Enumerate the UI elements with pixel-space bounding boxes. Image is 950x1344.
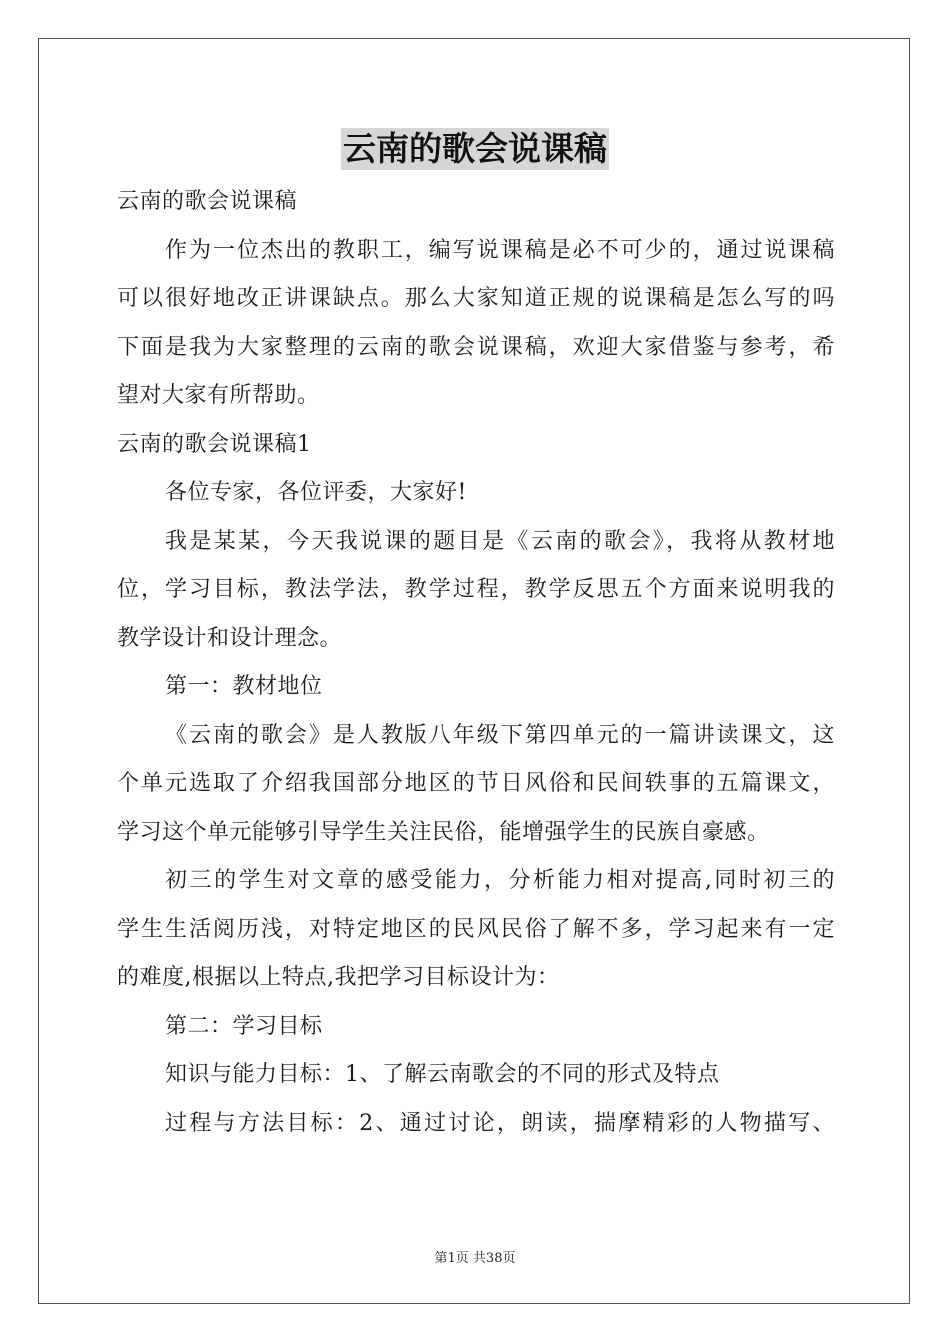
text-line: 个单元选取了介绍我国部分地区的节日风俗和民间轶事的五篇课文， — [117, 771, 835, 796]
text-line: 初三的学生对文章的感受能力，分析能力相对提高,同时初三的 — [165, 868, 835, 893]
text-line: 云南的歌会说课稿 — [117, 189, 298, 214]
page-footer: 第1页 共38页 — [434, 1251, 516, 1266]
title-container — [0, 128, 950, 170]
text-line: 可以很好地改正讲课缺点。那么大家知道正规的说课稿是怎么写的吗 — [117, 286, 835, 311]
text-line: 《云南的歌会》是人教版八年级下第四单元的一篇讲读课文，这 — [165, 722, 835, 748]
document-title: 云南的歌会说课稿 — [343, 129, 607, 168]
text-line: 望对大家有所帮助。 — [117, 383, 320, 408]
text-line: 下面是我为大家整理的云南的歌会说课稿，欢迎大家借鉴与参考，希 — [117, 334, 835, 360]
text-line: 教学设计和设计理念。 — [117, 625, 343, 651]
document-body — [117, 178, 835, 1148]
text-line: 知识与能力目标：1、了解云南歌会的不同的形式及特点 — [165, 1062, 720, 1087]
text-line: 云南的歌会说课稿1 — [117, 431, 312, 457]
text-line: 第一：教材地位 — [165, 674, 323, 699]
text-line: 学习这个单元能够引导学生关注民俗，能增强学生的民族自豪感。 — [117, 819, 770, 845]
text-line: 的难度,根据以上特点,我把学习目标设计为： — [117, 965, 560, 990]
text-line: 学生生活阅历浅，对特定地区的民风民俗了解不多，学习起来有一定 — [117, 916, 835, 942]
text-line: 第二：学习目标 — [165, 1013, 323, 1039]
text-line: 过程与方法目标：2、通过讨论，朗读，揣摩精彩的人物描写、 — [165, 1110, 835, 1136]
text-line: 各位专家，各位评委，大家好! — [165, 480, 467, 505]
text-line: 作为一位杰出的教职工，编写说课稿是必不可少的，通过说课稿 — [165, 237, 835, 263]
text-line: 我是某某，今天我说课的题目是《云南的歌会》，我将从教材地 — [165, 528, 835, 554]
text-line: 位，学习目标，教法学法，教学过程，教学反思五个方面来说明我的 — [117, 577, 835, 602]
